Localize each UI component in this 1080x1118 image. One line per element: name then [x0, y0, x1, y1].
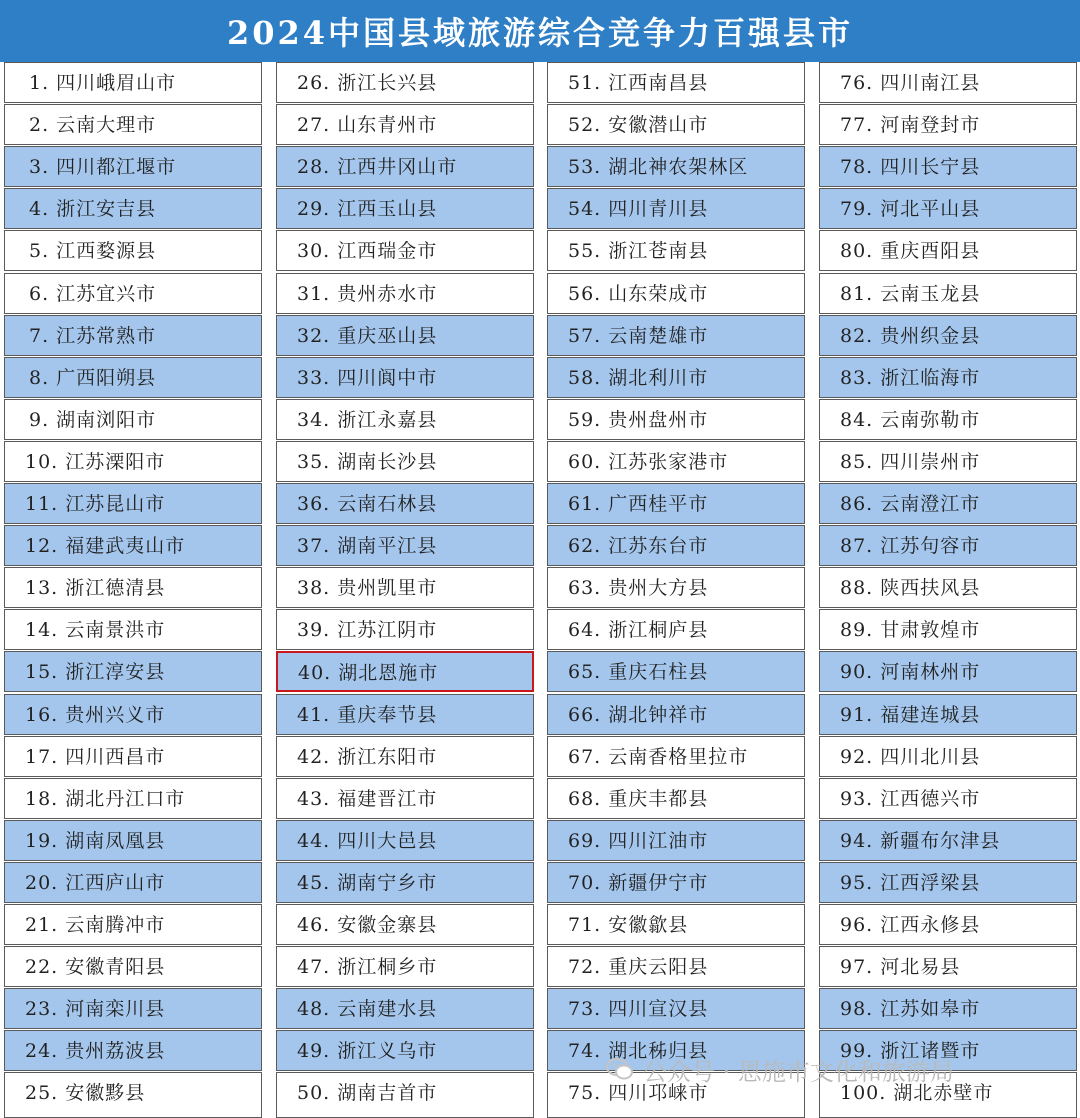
ranking-cell: 74. 湖北秭归县	[547, 1030, 805, 1071]
ranking-cell: 82. 贵州织金县	[819, 315, 1077, 356]
ranking-cell: 17. 四川西昌市	[4, 736, 262, 777]
ranking-cell: 9. 湖南浏阳市	[4, 399, 262, 440]
ranking-cell: 87. 江苏句容市	[819, 525, 1077, 566]
ranking-cell: 96. 江西永修县	[819, 904, 1077, 945]
ranking-cell: 27. 山东青州市	[276, 104, 534, 145]
ranking-cell: 23. 河南栾川县	[4, 988, 262, 1029]
ranking-cell: 90. 河南林州市	[819, 651, 1077, 692]
ranking-cell: 65. 重庆石柱县	[547, 651, 805, 692]
ranking-cell: 16. 贵州兴义市	[4, 694, 262, 735]
ranking-cell: 56. 山东荣成市	[547, 273, 805, 314]
ranking-cell: 47. 浙江桐乡市	[276, 946, 534, 987]
ranking-cell: 78. 四川长宁县	[819, 146, 1077, 187]
ranking-cell: 66. 湖北钟祥市	[547, 694, 805, 735]
ranking-cell: 81. 云南玉龙县	[819, 273, 1077, 314]
ranking-cell: 91. 福建连城县	[819, 694, 1077, 735]
ranking-cell: 70. 新疆伊宁市	[547, 862, 805, 903]
ranking-cell: 100. 湖北赤壁市	[819, 1072, 1077, 1118]
ranking-cell: 98. 江苏如皋市	[819, 988, 1077, 1029]
ranking-cell: 76. 四川南江县	[819, 62, 1077, 103]
ranking-cell: 58. 湖北利川市	[547, 357, 805, 398]
ranking-cell: 7. 江苏常熟市	[4, 315, 262, 356]
ranking-cell: 79. 河北平山县	[819, 188, 1077, 229]
ranking-cell: 50. 湖南吉首市	[276, 1072, 534, 1118]
ranking-cell: 42. 浙江东阳市	[276, 736, 534, 777]
ranking-cell: 60. 江苏张家港市	[547, 441, 805, 482]
ranking-cell: 49. 浙江义乌市	[276, 1030, 534, 1071]
ranking-cell: 80. 重庆酉阳县	[819, 230, 1077, 271]
ranking-cell: 83. 浙江临海市	[819, 357, 1077, 398]
ranking-cell: 39. 江苏江阴市	[276, 609, 534, 650]
ranking-cell: 72. 重庆云阳县	[547, 946, 805, 987]
ranking-cell: 8. 广西阳朔县	[4, 357, 262, 398]
watermark-text: 公众号 · 恩施市文化和旅游局	[643, 1057, 954, 1086]
ranking-cell: 75. 四川邛崃市	[547, 1072, 805, 1118]
ranking-cell: 18. 湖北丹江口市	[4, 778, 262, 819]
ranking-cell: 94. 新疆布尔津县	[819, 820, 1077, 861]
ranking-cell-highlighted: 40. 湖北恩施市	[276, 651, 534, 692]
ranking-cell: 71. 安徽歙县	[547, 904, 805, 945]
ranking-cell: 41. 重庆奉节县	[276, 694, 534, 735]
ranking-cell: 64. 浙江桐庐县	[547, 609, 805, 650]
ranking-cell: 88. 陕西扶风县	[819, 567, 1077, 608]
ranking-cell: 25. 安徽黟县	[4, 1072, 262, 1118]
ranking-cell: 30. 江西瑞金市	[276, 230, 534, 271]
ranking-cell: 33. 四川阆中市	[276, 357, 534, 398]
ranking-cell: 62. 江苏东台市	[547, 525, 805, 566]
ranking-cell: 55. 浙江苍南县	[547, 230, 805, 271]
ranking-cell: 21. 云南腾冲市	[4, 904, 262, 945]
ranking-cell: 32. 重庆巫山县	[276, 315, 534, 356]
ranking-cell: 53. 湖北神农架林区	[547, 146, 805, 187]
ranking-cell: 89. 甘肃敦煌市	[819, 609, 1077, 650]
ranking-cell: 19. 湖南凤凰县	[4, 820, 262, 861]
ranking-cell: 63. 贵州大方县	[547, 567, 805, 608]
ranking-cell: 59. 贵州盘州市	[547, 399, 805, 440]
ranking-cell: 10. 江苏溧阳市	[4, 441, 262, 482]
ranking-cell: 84. 云南弥勒市	[819, 399, 1077, 440]
ranking-cell: 92. 四川北川县	[819, 736, 1077, 777]
ranking-cell: 85. 四川崇州市	[819, 441, 1077, 482]
ranking-cell: 35. 湖南长沙县	[276, 441, 534, 482]
ranking-cell: 36. 云南石林县	[276, 483, 534, 524]
ranking-cell: 48. 云南建水县	[276, 988, 534, 1029]
ranking-cell: 86. 云南澄江市	[819, 483, 1077, 524]
page-title: 2024中国县域旅游综合竞争力百强县市	[226, 14, 854, 52]
ranking-cell: 45. 湖南宁乡市	[276, 862, 534, 903]
ranking-cell: 69. 四川江油市	[547, 820, 805, 861]
ranking-cell: 2. 云南大理市	[4, 104, 262, 145]
ranking-cell: 46. 安徽金寨县	[276, 904, 534, 945]
ranking-cell: 68. 重庆丰都县	[547, 778, 805, 819]
ranking-cell: 67. 云南香格里拉市	[547, 736, 805, 777]
ranking-cell: 13. 浙江德清县	[4, 567, 262, 608]
ranking-cell: 57. 云南楚雄市	[547, 315, 805, 356]
ranking-cell: 11. 江苏昆山市	[4, 483, 262, 524]
ranking-cell: 37. 湖南平江县	[276, 525, 534, 566]
ranking-cell: 34. 浙江永嘉县	[276, 399, 534, 440]
ranking-cell: 77. 河南登封市	[819, 104, 1077, 145]
ranking-cell: 15. 浙江淳安县	[4, 651, 262, 692]
ranking-cell: 31. 贵州赤水市	[276, 273, 534, 314]
ranking-cell: 61. 广西桂平市	[547, 483, 805, 524]
title-bar	[0, 0, 1080, 62]
ranking-cell: 28. 江西井冈山市	[276, 146, 534, 187]
ranking-cell: 20. 江西庐山市	[4, 862, 262, 903]
ranking-cell: 54. 四川青川县	[547, 188, 805, 229]
ranking-cell: 5. 江西婺源县	[4, 230, 262, 271]
ranking-cell: 95. 江西浮梁县	[819, 862, 1077, 903]
ranking-cell: 43. 福建晋江市	[276, 778, 534, 819]
ranking-cell: 73. 四川宣汉县	[547, 988, 805, 1029]
ranking-cell: 51. 江西南昌县	[547, 62, 805, 103]
ranking-cell: 6. 江苏宜兴市	[4, 273, 262, 314]
ranking-cell: 97. 河北易县	[819, 946, 1077, 987]
ranking-cell: 29. 江西玉山县	[276, 188, 534, 229]
ranking-cell: 12. 福建武夷山市	[4, 525, 262, 566]
ranking-cell: 14. 云南景洪市	[4, 609, 262, 650]
ranking-cell: 3. 四川都江堰市	[4, 146, 262, 187]
ranking-cell: 52. 安徽潜山市	[547, 104, 805, 145]
ranking-cell: 24. 贵州荔波县	[4, 1030, 262, 1071]
ranking-cell: 44. 四川大邑县	[276, 820, 534, 861]
ranking-cell: 93. 江西德兴市	[819, 778, 1077, 819]
ranking-cell: 38. 贵州凯里市	[276, 567, 534, 608]
ranking-cell: 1. 四川峨眉山市	[4, 62, 262, 103]
ranking-cell: 22. 安徽青阳县	[4, 946, 262, 987]
ranking-cell: 99. 浙江诸暨市	[819, 1030, 1077, 1071]
ranking-cell: 4. 浙江安吉县	[4, 188, 262, 229]
ranking-cell: 26. 浙江长兴县	[276, 62, 534, 103]
